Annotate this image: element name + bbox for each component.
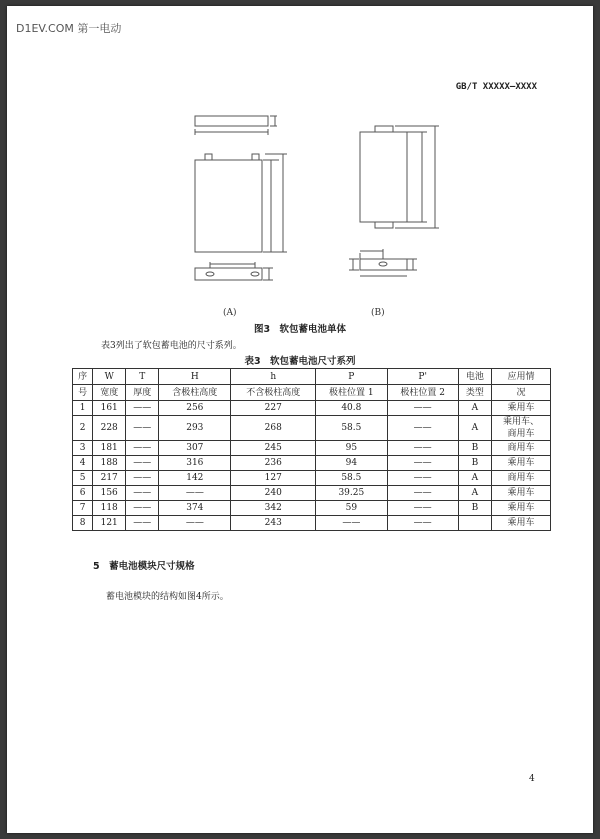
table-cell: —— <box>316 516 387 531</box>
table-cell: —— <box>126 401 159 416</box>
table-cell: 58.5 <box>316 416 387 441</box>
table-cell: 374 <box>159 501 231 516</box>
page-number: 4 <box>529 774 535 784</box>
table-row <box>73 456 551 471</box>
cell-b-front-view <box>360 132 407 222</box>
table-cell: 商用车 <box>491 471 550 486</box>
table-cell: A <box>458 416 491 441</box>
table-cell: 商用车 <box>491 441 550 456</box>
header-cell: P <box>316 369 387 385</box>
table-cell: 58.5 <box>316 471 387 486</box>
table-cell: —— <box>159 486 231 501</box>
table-cell: 5 <box>73 471 93 486</box>
header-cell: 含极柱高度 <box>159 385 231 401</box>
table-cell: 6 <box>73 486 93 501</box>
cell-a-tab-view <box>195 268 262 280</box>
intro-text: 表3列出了软包蓄电池的尺寸系列。 <box>101 341 242 351</box>
table-cell: —— <box>126 501 159 516</box>
table-cell: 228 <box>93 416 126 441</box>
table-row <box>73 501 551 516</box>
table-cell: 161 <box>93 401 126 416</box>
table-cell: —— <box>387 471 458 486</box>
table-header-row-2 <box>73 385 551 401</box>
table-cell: 8 <box>73 516 93 531</box>
table-cell: 243 <box>231 516 316 531</box>
table-row <box>73 416 551 441</box>
table-cell: 268 <box>231 416 316 441</box>
table-cell: 118 <box>93 501 126 516</box>
table-cell: 236 <box>231 456 316 471</box>
header-cell: 况 <box>491 385 550 401</box>
table-cell: A <box>458 401 491 416</box>
table-row <box>73 401 551 416</box>
table-cell: B <box>458 441 491 456</box>
table-cell: 3 <box>73 441 93 456</box>
table-cell: 293 <box>159 416 231 441</box>
table-cell: A <box>458 486 491 501</box>
header-cell: 应用情 <box>491 369 550 385</box>
standard-number: GB/T XXXXX—XXXX <box>455 82 537 92</box>
table-cell: —— <box>387 456 458 471</box>
header-cell: 电池 <box>458 369 491 385</box>
table-row <box>73 471 551 486</box>
table-cell: 乘用车 <box>491 516 550 531</box>
table-cell: 94 <box>316 456 387 471</box>
table-cell: —— <box>387 401 458 416</box>
table-cell: 142 <box>159 471 231 486</box>
table-row <box>73 516 551 531</box>
figure-label-b: (B) <box>371 308 385 318</box>
table-cell: 316 <box>159 456 231 471</box>
table-cell: 188 <box>93 456 126 471</box>
table-cell: —— <box>159 516 231 531</box>
table-cell: 7 <box>73 501 93 516</box>
table-cell: 307 <box>159 441 231 456</box>
header-cell: 序 <box>73 369 93 385</box>
table-cell: 乘用车 <box>491 401 550 416</box>
table-cell: —— <box>387 486 458 501</box>
pouch-cell-drawing <box>7 6 593 326</box>
table-cell: 59 <box>316 501 387 516</box>
header-cell: 极柱位置 2 <box>387 385 458 401</box>
table-cell: A <box>458 471 491 486</box>
table-cell: 1 <box>73 401 93 416</box>
header-cell: W <box>93 369 126 385</box>
table-cell: —— <box>126 456 159 471</box>
table-cell: 乘用车 <box>491 486 550 501</box>
cell-b-tab-view <box>360 259 407 270</box>
table-cell: —— <box>387 416 458 441</box>
table-cell: —— <box>126 516 159 531</box>
table-cell: 127 <box>231 471 316 486</box>
header-cell: 不含极柱高度 <box>231 385 316 401</box>
table-cell: —— <box>126 486 159 501</box>
figure-label-a: (A) <box>223 308 237 318</box>
table-cell: B <box>458 456 491 471</box>
table-row <box>73 441 551 456</box>
table-row <box>73 486 551 501</box>
table-cell: 4 <box>73 456 93 471</box>
header-cell: H <box>159 369 231 385</box>
table-cell: 40.8 <box>316 401 387 416</box>
table-caption: 表3 软包蓄电池尺寸系列 <box>244 356 356 367</box>
header-cell: 类型 <box>458 385 491 401</box>
header-cell: h <box>231 369 316 385</box>
table-cell: 2 <box>73 416 93 441</box>
table-cell: —— <box>126 416 159 441</box>
table-cell: 240 <box>231 486 316 501</box>
header-cell: T <box>126 369 159 385</box>
body-text: 蓄电池模块的结构如图4所示。 <box>106 592 229 602</box>
header-cell: 厚度 <box>126 385 159 401</box>
table-cell: 121 <box>93 516 126 531</box>
table-cell: 乘用车 <box>491 456 550 471</box>
header-cell: 号 <box>73 385 93 401</box>
table-cell: 181 <box>93 441 126 456</box>
table-cell: 乘用车、 商用车 <box>491 416 550 441</box>
table-cell: 227 <box>231 401 316 416</box>
table-cell: —— <box>126 441 159 456</box>
watermark: D1EV.COM 第一电动 <box>16 22 122 35</box>
table-cell: —— <box>387 501 458 516</box>
table-cell: 39.25 <box>316 486 387 501</box>
cell-a-top-view <box>195 116 268 126</box>
header-cell: 宽度 <box>93 385 126 401</box>
table-cell: B <box>458 501 491 516</box>
header-cell: P' <box>387 369 458 385</box>
table-cell: 217 <box>93 471 126 486</box>
table-cell <box>458 516 491 531</box>
table-cell: —— <box>387 441 458 456</box>
section-title: 5 蓄电池模块尺寸规格 <box>93 561 195 572</box>
table-cell: 156 <box>93 486 126 501</box>
table-cell: 256 <box>159 401 231 416</box>
figure-caption: 图3 软包蓄电池单体 <box>253 324 347 335</box>
cell-a-front-view <box>195 160 262 252</box>
pouch-cell-size-table <box>72 368 551 531</box>
table-cell: 95 <box>316 441 387 456</box>
table-cell: 乘用车 <box>491 501 550 516</box>
document-page <box>7 6 593 833</box>
table-cell: —— <box>126 471 159 486</box>
table-cell: 342 <box>231 501 316 516</box>
header-cell: 极柱位置 1 <box>316 385 387 401</box>
table-cell: —— <box>387 516 458 531</box>
table-cell: 245 <box>231 441 316 456</box>
table-header-row-1 <box>73 369 551 385</box>
